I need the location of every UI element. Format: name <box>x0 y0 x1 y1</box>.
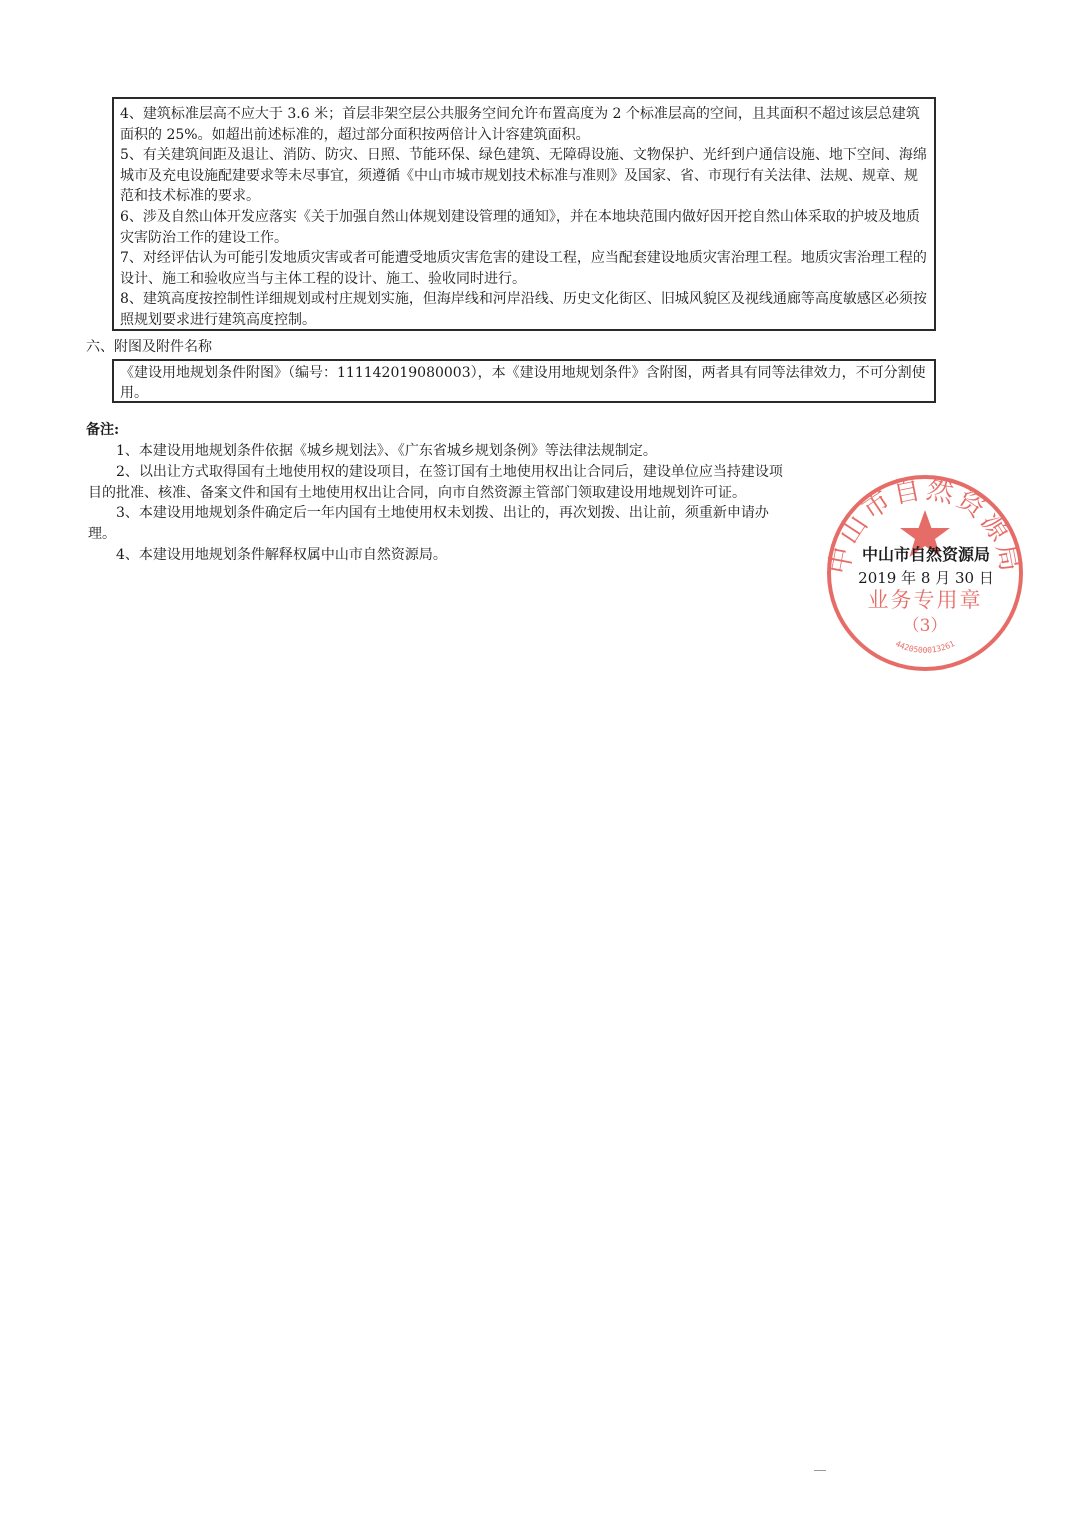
attachments-text: 《建设用地规划条件附图》（编号：111142019080003），本《建设用地规划条件》含附图，两者具有同等法律效力，不可分割使用。 <box>120 365 926 401</box>
note-1: 1、本建设用地规划条件依据《城乡规划法》、《广东省城乡规划条例》等法律法规制定。 <box>116 443 657 459</box>
notes-heading: 备注: <box>86 422 120 438</box>
note-3: 3、本建设用地规划条件确定后一年内国有土地使用权未划拨、出让的，再次划拨、出让前，须重新申请办理。 <box>88 505 769 543</box>
clause-5: 5、有关建筑间距及退让、消防、防灾、日照、节能环保、绿色建筑、无障碍设施、文物保护、光纤到户通信设施、地下空间、海绵城市及充电设施配建要求等未尽事宜，须遵循《中山市城市规划技术标准与准则》及国家、省、市现行有关法律、法规、规章、规范和技术标准的要求。 <box>120 147 927 205</box>
attachments-heading: 六、附图及附件名称 <box>86 339 212 355</box>
clause-4: 4、建筑标准层高不应大于 3.6 米；首层非架空层公共服务空间允许布置高度为 2 个标准层高的空间，且其面积不超过该层总建筑面积的 25%。如超出前述标准的，超过部分面积按两倍计入计容建筑面积。 <box>120 106 920 143</box>
note-4: 4、本建设用地规划条件解释权属中山市自然资源局。 <box>116 546 447 563</box>
planning-conditions-box <box>112 97 936 331</box>
scan-mark <box>814 1470 826 1471</box>
seal-inner-text: 业务专用章 <box>867 588 983 612</box>
seal-number: （3） <box>902 616 948 636</box>
clause-list <box>120 104 928 331</box>
attachments-box <box>112 359 936 403</box>
clause-7: 7、对经评估认为可能引发地质灾害或者可能遭受地质灾害危害的建设工程，应当配套建设地质灾害治理工程。地质灾害治理工程的设计、施工和验收应当与主体工程的设计、施工、验收同时进行。 <box>120 250 927 287</box>
seal-arc-text: 中山市自然资源局 <box>823 473 1027 577</box>
seal-code: 4420500013261 <box>893 639 957 655</box>
issuer-name: 中山市自然资源局 <box>861 545 990 564</box>
clause-6: 6、涉及自然山体开发应落实《关于加强自然山体规划建设管理的通知》，并在本地块范围内做好因开挖自然山体采取的护坡及地质灾害防治工作的建设工作。 <box>120 208 920 246</box>
issue-date: 2019 年 8 月 30 日 <box>858 569 994 587</box>
clause-8: 8、建筑高度按控制性详细规划或村庄规划实施，但海岸线和河岸沿线、历史文化街区、旧城风貌区及视线通廊等高度敏感区必须按照规划要求进行建筑高度控制。 <box>120 291 927 328</box>
note-2: 2、以出让方式取得国有土地使用权的建设项目，在签订国有土地使用权出让合同后，建设单位应当持建设项目的批准、核准、备案文件和国有土地使用权出让合同，向市自然资源主管部门领取建设用地规划许可证。 <box>88 463 783 501</box>
notes-list <box>88 441 788 566</box>
